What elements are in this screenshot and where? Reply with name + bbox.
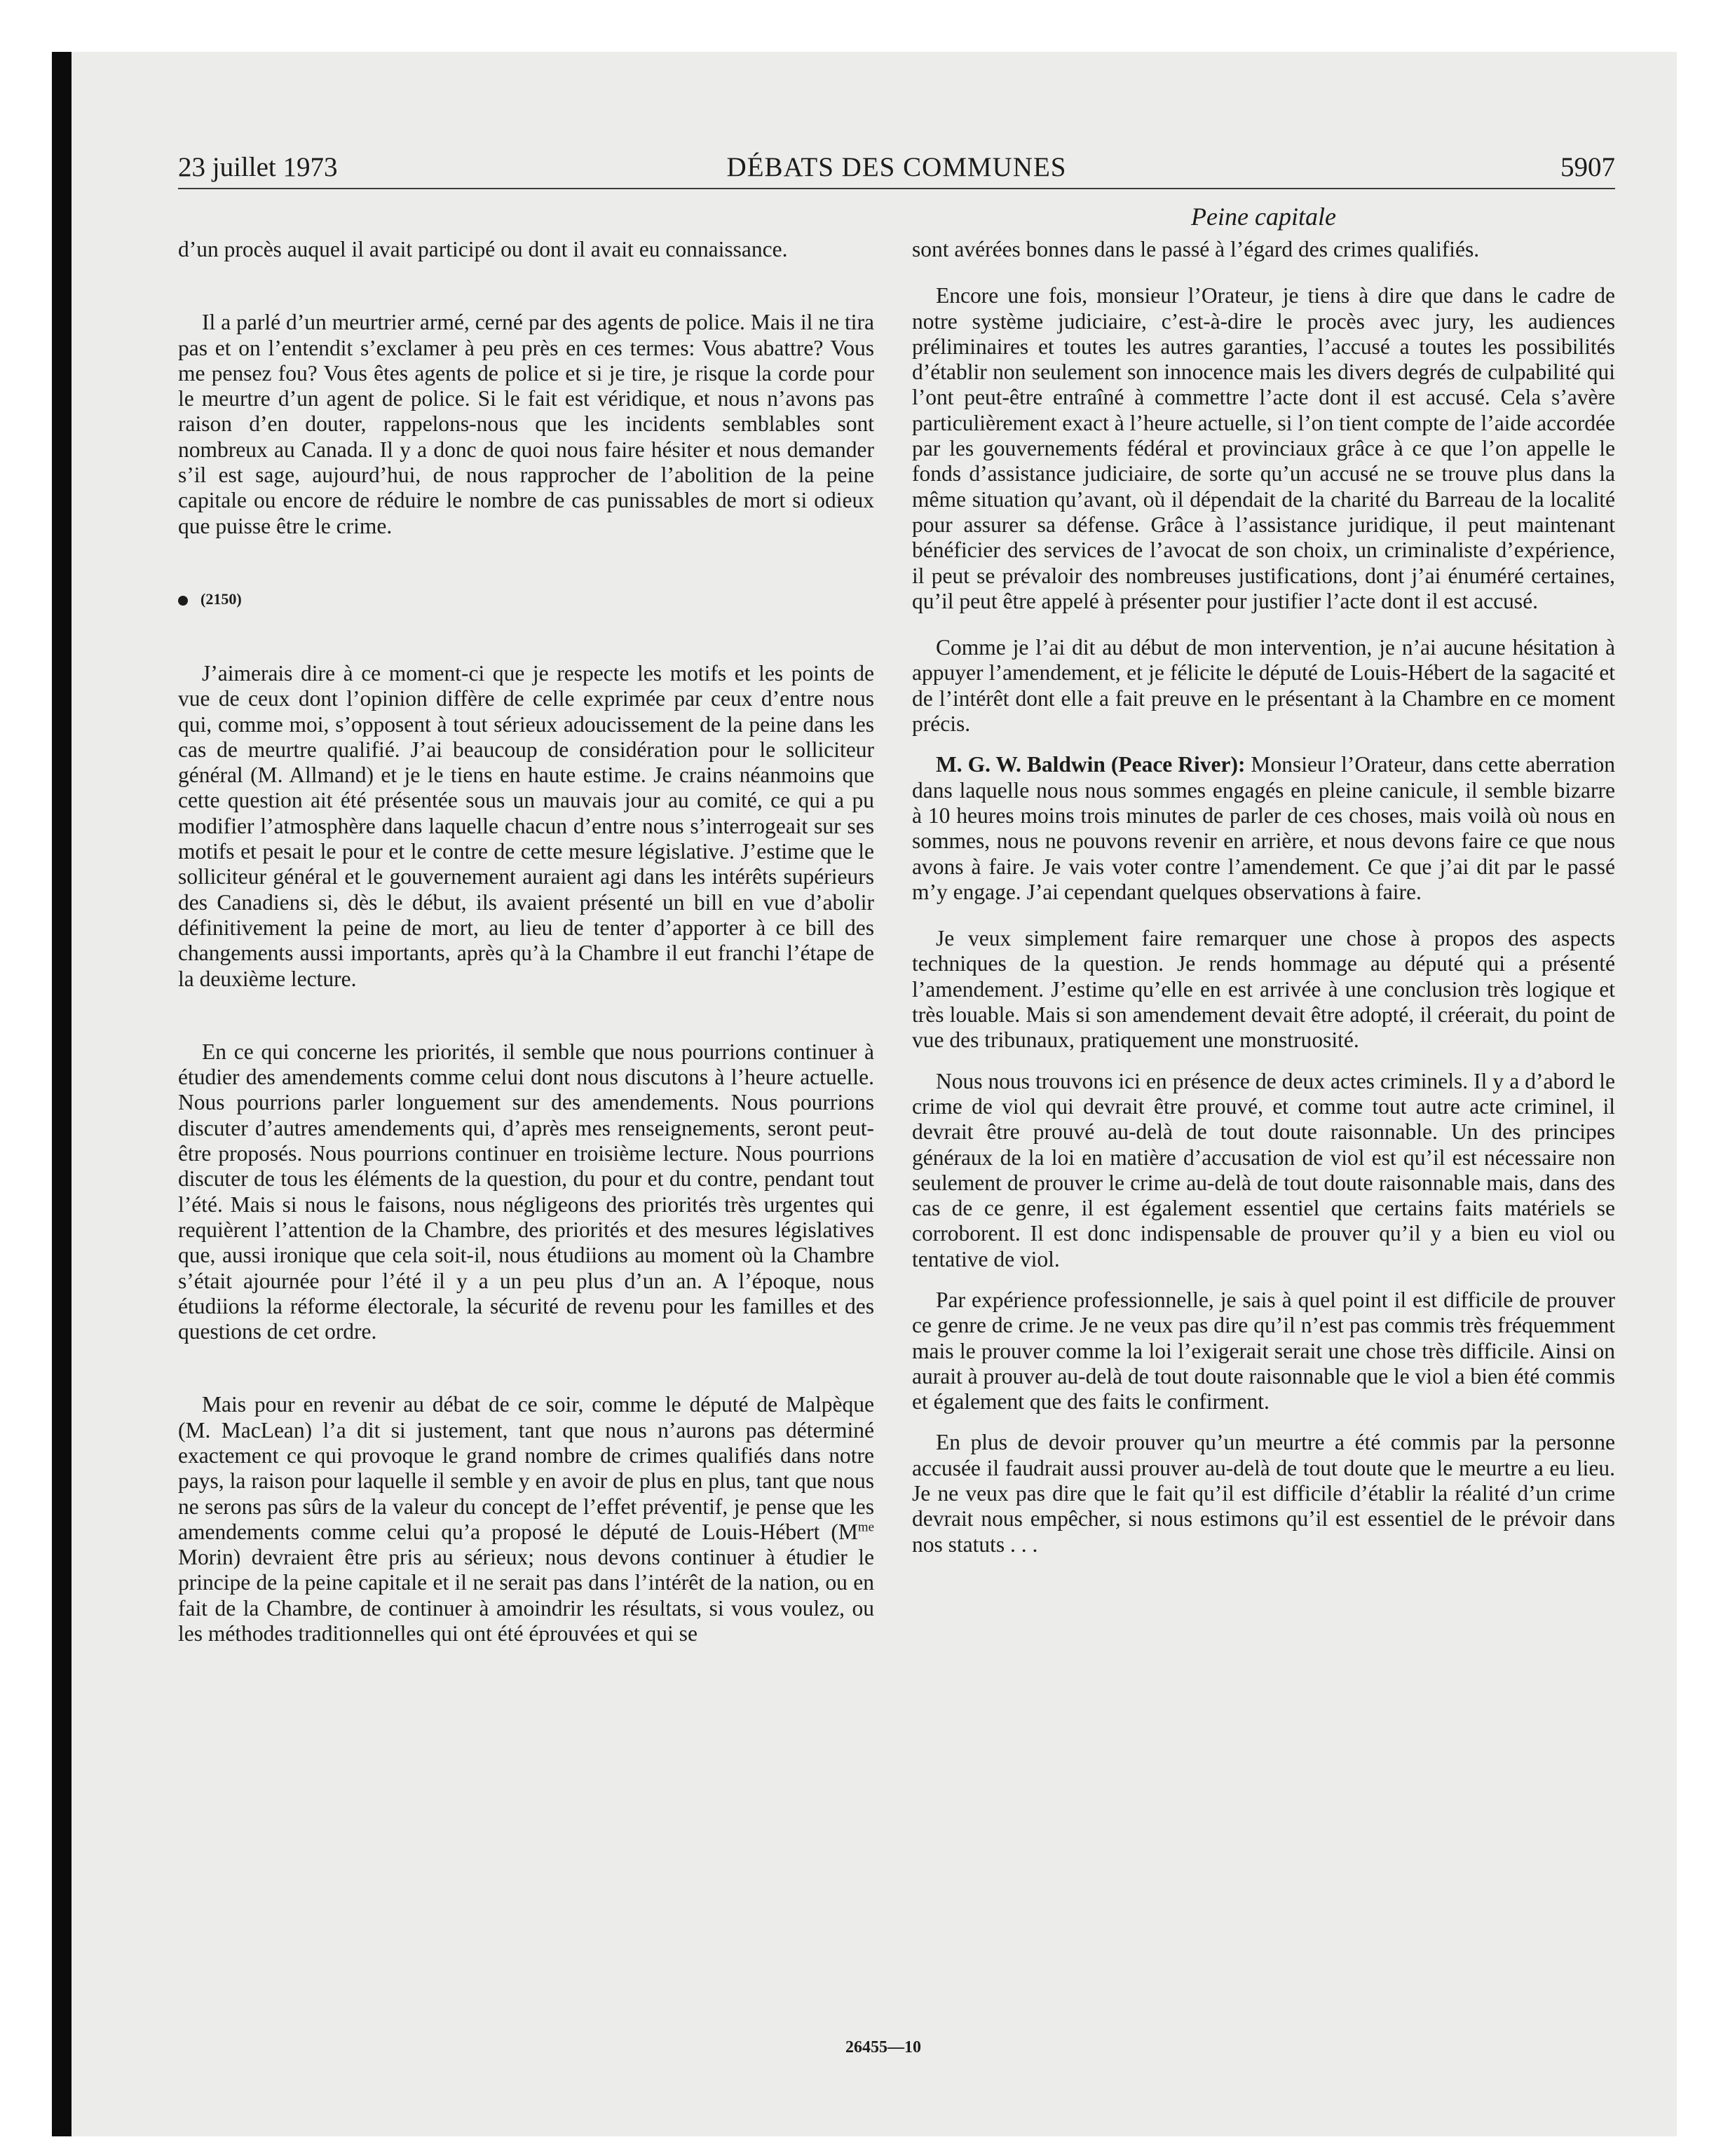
paragraph [178,1392,874,1646]
paragraph: Je veux simplement faire remarquer une chose à propos des aspects techniques de la question. Je rends hommage au député qui a présenté l’amendement. J’estime qu’elle en est arrivée à une conclusion très logique et très louable. Mais si son amendement devait être adopté, il créerait, du point de vue des tribunaux, pratiquement une monstruosité. [912,926,1615,1053]
paragraph: d’un procès auquel il avait participé ou dont il avait eu connaissance. [178,237,788,261]
speaker-name: M. G. W. Baldwin (Peace River): [936,752,1246,777]
left-column [178,237,874,1646]
paragraph-text: Monsieur l’Orateur, dans cette aberration dans laquelle nous nous sommes engagés en pleine canicule, il semble bizarre à 10 heures moins trois minutes de parler de ces choses, mais voilà où nous en sommes, nous ne pouvons revenir en arrière, et nous devons faire ce que nous avons à faire. Je vais voter contre l’amendement. Ce que j’ai dit par le passé m’y engage. J’ai cependant quelques observations à faire. [912,752,1615,904]
page-header [178,151,1615,189]
right-column [912,237,1615,1557]
paragraph: Encore une fois, monsieur l’Orateur, je tiens à dire que dans le cadre de notre système judiciaire, c’est-à-dire le procès avec jury, les audiences préliminaires et toutes les autres garanties, l’accusé a toutes les possibilités d’établir non seulement son innocence mais les divers degrés de culpabilité qui l’ont peut-être entraîné à commettre l’acte dont il est accusé. Cela s’avère particulièrement exact à l’heure actuelle, si l’on tient compte de l’aide accordée par les gouvernements fédéral et provinciaux grâce à ce que l’on appelle le fonds d’assistance judiciaire, de sorte qu’un accusé ne se trouve plus dans la même situation qu’avant, où il dépendait de la charité du Barreau de la localité pour assurer sa défense. Grâce à l’assistance juridique, il peut maintenant bénéficier des services de l’avocat de son choix, un criminaliste d’expérience, il peut se prévaloir des nombreuses justifications, dont j’ai énuméré certaines, qu’il peut être appelé à présenter pour justifier l’acte dont il est accusé. [912,283,1615,613]
paragraph: Comme je l’ai dit au début de mon intervention, je n’ai aucune hésitation à appuyer l’amendement, et je félicite le député de Louis-Hébert de la sagacité et de l’intérêt dont elle a fait preuve en le présentant à la Chambre en ce moment précis. [912,635,1615,737]
paragraph: sont avérées bonnes dans le passé à l’égard des crimes qualifiés. [912,237,1480,261]
paragraph: Par expérience professionnelle, je sais à quel point il est difficile de prouver ce genre de crime. Je ne veux pas dire qu’il n’est pas commis très fréquemment mais le prouver comme la loi l’exigerait serait une chose très difficile. Ainsi on aurait à prouver au-delà de tout doute raisonnable que le viol a bien été commis et également que des faits le confirment. [912,1287,1615,1414]
paragraph [912,752,1615,905]
page-footer: 26455—10 [845,2038,921,2056]
paragraph: Il a parlé d’un meurtrier armé, cerné par des agents de police. Mais il ne tira pas et on l’entendit s’exclamer à peu près en ces termes: Vous abattre? Vous me pensez fou? Vous êtes agents de police et si je tire, je risque la corde pour le meurtre d’un agent de police. Si le fait est véridique, et nous n’avons pas raison d’en douter, rappelons-nous que les incidents semblables sont nombreux au Canada. Il y a donc de quoi nous faire hésiter et nous demander s’il est sage, aujourd’hui, de nous rapprocher de l’abolition de la peine capitale ou encore de réduire le nombre de cas punissables de mort si odieux que puisse être le crime. [178,310,874,538]
header-page-number: 5907 [1560,152,1615,182]
bullet-icon [178,596,188,606]
scan-border [52,52,72,2136]
running-title: Peine capitale [1191,203,1336,231]
superscript: me [857,1520,874,1535]
header-title: DÉBATS DES COMMUNES [726,152,1067,182]
paragraph: En ce qui concerne les priorités, il semble que nous pourrions continuer à étudier des amendements comme celui dont nous discutons à l’heure actuelle. Nous pourrions parler longuement sur des amendements. Nous pourrions discuter d’autres amendements qui, d’après mes renseignements, seront peut-être proposés. Nous pourrions continuer en troisième lecture. Nous pourrions discuter de tous les éléments de la question, du pour et du contre, pendant tout l’été. Mais si nous le faisons, nous négligeons des priorités très urgentes qui requièrent l’attention de la Chambre, des priorités et des mesures législatives que, aussi ironique que cela soit-il, nous étudiions au moment où la Chambre s’était ajournée pour l’été il y a un peu plus d’un an. A l’époque, nous étudiions la réforme électorale, la sécurité de revenu pour les familles et des questions de cet ordre. [178,1039,874,1344]
paragraph: En plus de devoir prouver qu’un meurtre a été commis par la personne accusée il faudrait aussi prouver au-delà de tout doute que le meurtre a eu lieu. Je ne veux pas dire que le fait qu’il est difficile d’établir la réalité d’un crime devrait nous empêcher, si nous estimons qu’il est essentiel de le prévoir dans nos statuts . . . [912,1430,1615,1557]
time-marker-label: (2150) [200,589,242,608]
paragraph-text: Morin) devraient être pris au sérieux; nous devons continuer à étudier le principe de la peine capitale et il ne serait pas dans l’intérêt de la nation, ou en fait de la Chambre, de continuer à amoindrir les résultats, si vous voulez, ou les méthodes traditionnelles qui ont été éprouvées et qui se [178,1545,874,1646]
paragraph: Nous nous trouvons ici en présence de deux actes criminels. Il y a d’abord le crime de viol qui devrait être prouvé, et comme tout autre acte criminel, il devrait être prouvé au-delà de tout doute raisonnable. Un des principes généraux de la loi en matière d’accusation de viol est qu’il est nécessaire non seulement de prouver le crime au-delà de tout doute raisonnable mais, dans des cas de ce genre, il est également essentiel que certains faits matériels se corroborent. Il est donc indispensable de prouver qu’il y a bien eu viol ou tentative de viol. [912,1068,1615,1271]
paragraph-text: Mais pour en revenir au débat de ce soir, comme le député de Malpèque (M. MacLean) l’a dit si justement, tant que nous n’aurons pas déterminé exactement ce qui provoque le grand nombre de crimes qualifiés dans notre pays, la raison pour laquelle il semble y en avoir de plus en plus, tant que nous ne serons pas sûrs de la valeur du concept de l’effet préventif, je pense que les amendements comme celui qu’a proposé le député de Louis-Hébert (M [178,1392,874,1544]
paragraph: J’aimerais dire à ce moment-ci que je respecte les motifs et les points de vue de ceux dont l’opinion diffère de celle exprimée par ceux d’entre nous qui, comme moi, s’opposent à tout sérieux adoucissement de la peine dans les cas de meurtre qualifié. J’ai beaucoup de considération pour le solliciteur général (M. Allmand) et je le tiens en haute estime. Je crains néanmoins que cette question ait été présentée sous un mauvais jour au comité, ce qui a pu modifier l’atmosphère dans laquelle chacun d’entre nous s’interrogeait sur ses motifs et pesait le pour et le contre de cette mesure législative. J’estime que le solliciteur général et le gouvernement auraient agi dans les intérêts supérieurs des Canadiens si, dès le début, ils avaient présenté un bill en vue d’abolir définitivement la peine de mort, au lieu de tenter d’apporter à ce bill des changements aussi importants, après qu’à la Chambre il eut franchi l’étape de la deuxième lecture. [178,660,874,991]
header-date: 23 juillet 1973 [178,152,338,182]
time-marker [178,587,874,612]
